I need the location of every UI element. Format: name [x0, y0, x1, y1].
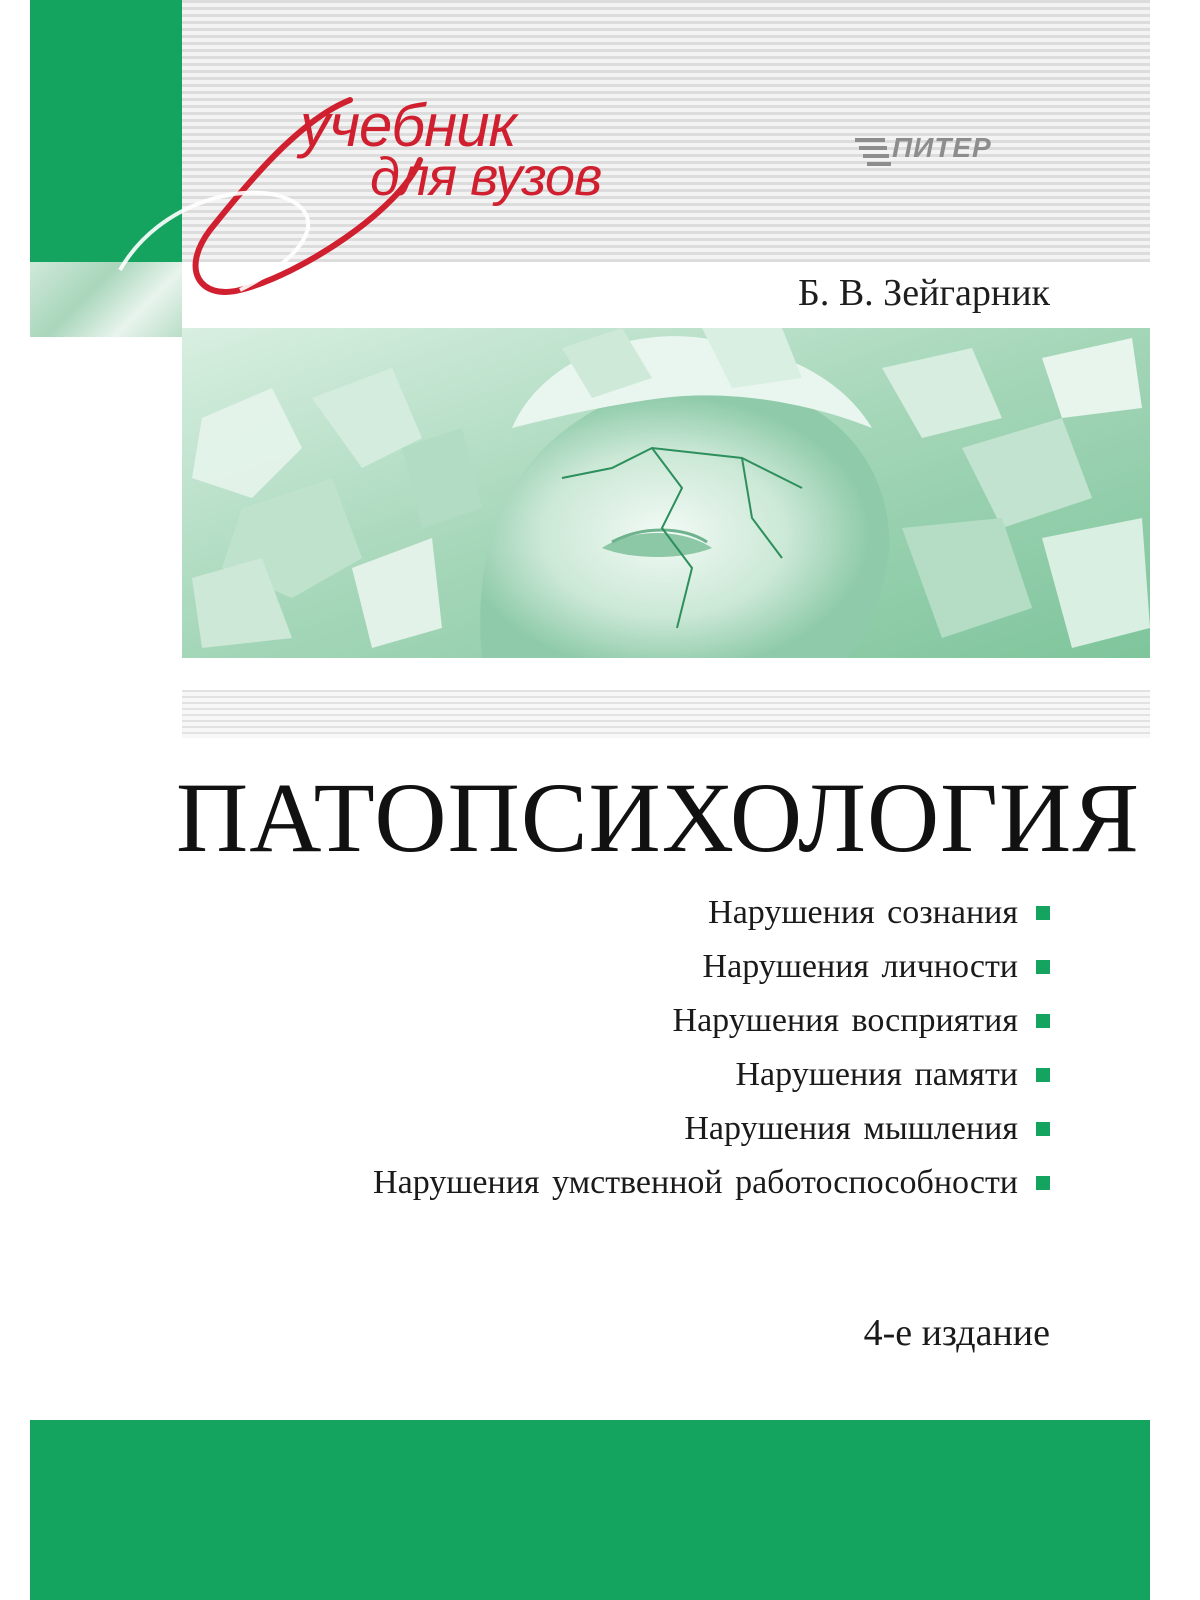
- topic-text: Нарушения сознания: [708, 894, 1018, 931]
- topic-text: Нарушения памяти: [735, 1056, 1018, 1093]
- topic-item: [150, 1156, 1050, 1210]
- series-title-line1: учебник: [300, 92, 516, 159]
- topic-item: [150, 1102, 1050, 1156]
- book-title: ПАТОПСИХОЛОГИЯ: [176, 762, 1140, 873]
- edition-label: 4-е издание: [863, 1312, 1050, 1354]
- square-bullet-icon: [1036, 1014, 1050, 1028]
- square-bullet-icon: [1036, 1122, 1050, 1136]
- striped-separator: [182, 690, 1150, 738]
- topic-item: [150, 886, 1050, 940]
- topic-text: Нарушения мышления: [684, 1110, 1018, 1147]
- topic-text: Нарушения умственной работоспособности: [373, 1164, 1018, 1201]
- series-title-line2: для вузов: [370, 147, 602, 207]
- square-bullet-icon: [1036, 1068, 1050, 1082]
- author-name: Б. В. Зейгарник: [798, 272, 1050, 314]
- square-bullet-icon: [1036, 960, 1050, 974]
- topic-text: Нарушения восприятия: [672, 1002, 1018, 1039]
- topic-list: [150, 886, 1050, 1210]
- bottom-green-band: [30, 1420, 1150, 1600]
- topic-item: [150, 994, 1050, 1048]
- square-bullet-icon: [1036, 906, 1050, 920]
- square-bullet-icon: [1036, 1176, 1050, 1190]
- cracked-head-illustration: [182, 328, 1150, 658]
- topic-item: [150, 1048, 1050, 1102]
- topic-text: Нарушения личности: [702, 948, 1018, 985]
- topic-item: [150, 940, 1050, 994]
- hero-illustration: [182, 328, 1150, 658]
- publisher-name: ПИТЕР: [892, 132, 992, 163]
